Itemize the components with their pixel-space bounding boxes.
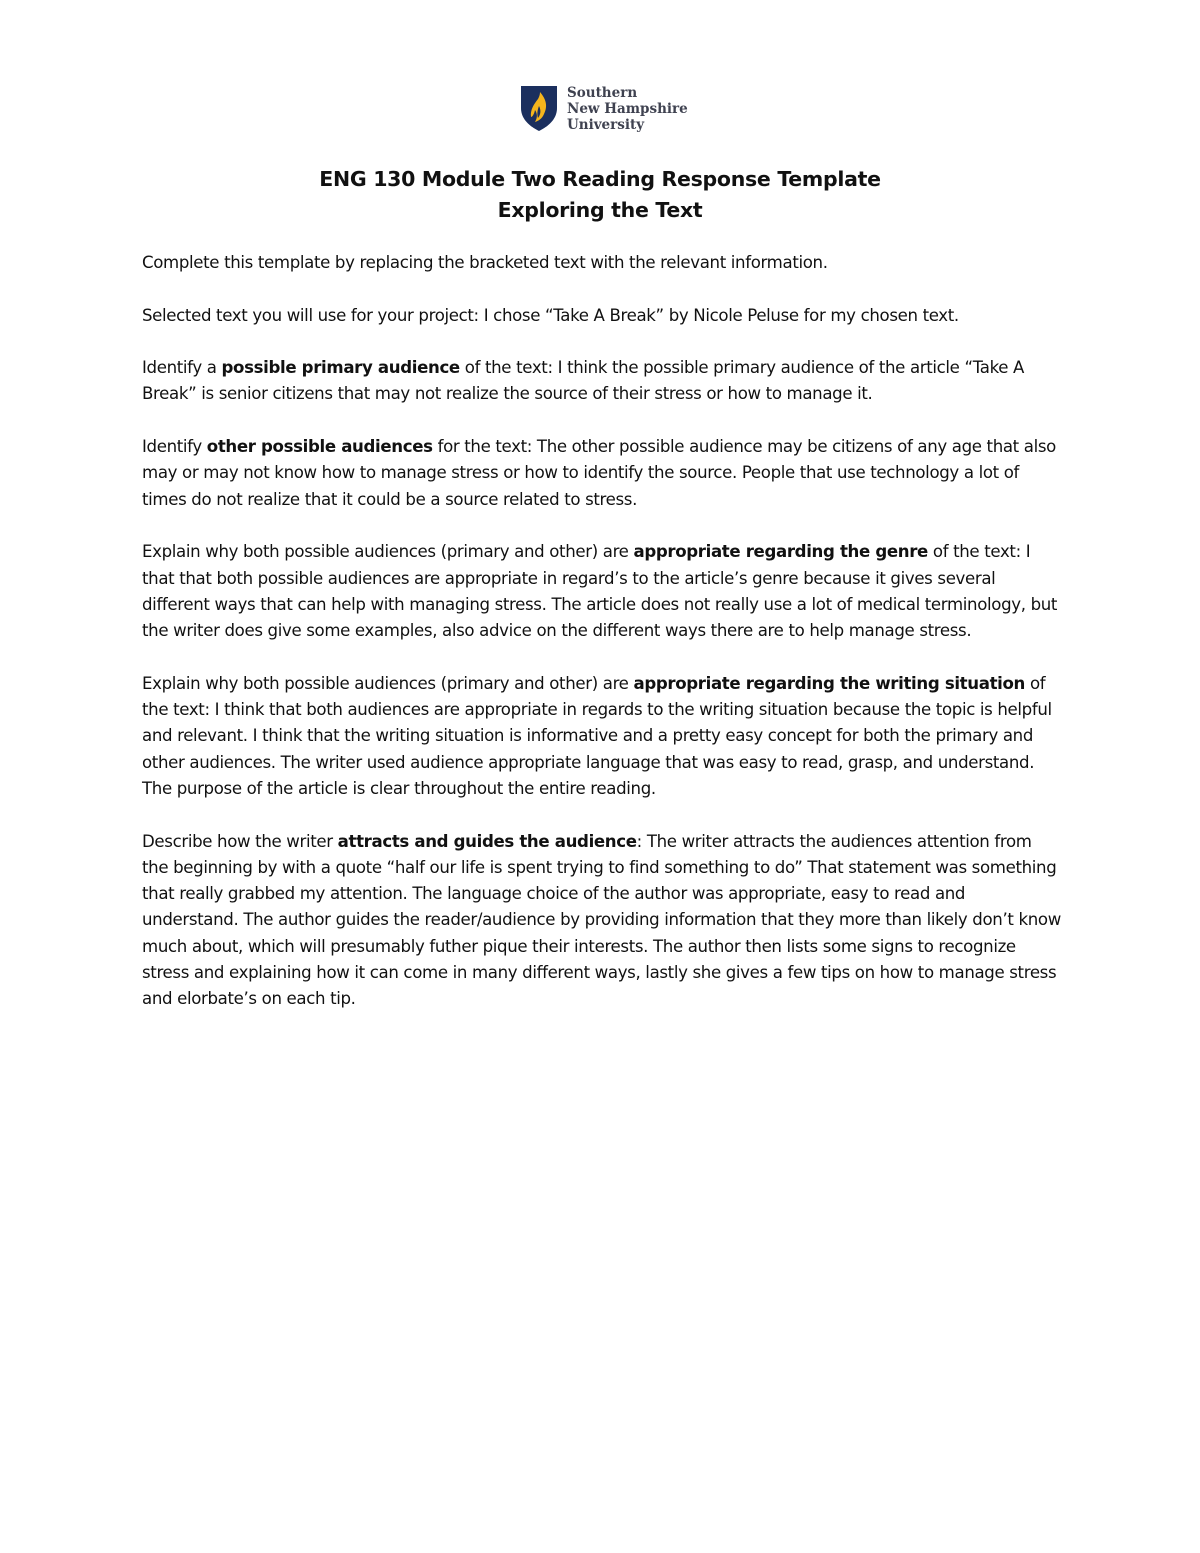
writing-situation-prompt-end: of the text: [142,673,1046,720]
genre-prompt-start: Explain why both possible audiences (primary and other) are [142,542,634,562]
other-audiences-prompt-start: Identify [142,437,207,457]
logo-line-1: Southern [567,85,638,101]
attracts-guides-answer: The writer attracts the audiences attention from the beginning by with a quote “half our life is spent trying to find something to do” That statement was something that really grabbed my attention. The language choice of the author was appropriate, easy to read and understand. The author guides the reader/audience by providing information that they more than likely don’t know much about, which will presumably futher pique their interests. The author then lists some signs to recognize stress and explaining how it can come in many different ways, lastly she gives a few tips on how to manage stress and elorbate’s on each tip. [142,831,1061,1009]
genre-prompt-end: of the text: [927,542,1021,562]
attracts-guides-prompt-start: Describe how the writer [142,831,338,851]
selected-text-section [142,303,1062,329]
writing-situation-section [142,671,1062,802]
document-title: ENG 130 Module Two Reading Response Template [319,167,881,191]
instructions-paragraph: Complete this template by replacing the bracketed text with the relevant information. [142,253,828,272]
shield-flame-icon [519,84,559,132]
writing-situation-prompt-bold: appropriate regarding the writing situation [633,673,1026,693]
document-header [0,164,1200,226]
attracts-guides-prompt-bold: attracts and guides the audience [337,831,637,851]
genre-answer: I that that both possible audiences are appropriate in regard’s to the article’s genre because it gives several different ways that can help with managing stress. The article does not really use a lot of medical terminology, but the writer does give some examples, also advice on the different ways there are to help manage stress. [142,542,1058,641]
genre-prompt-bold: appropriate regarding the genre [633,542,928,562]
logo-line-2: New Hampshire [567,101,688,117]
selected-text-prompt: Selected text you will use for your project: [142,305,479,325]
writing-situation-answer: I think that both audiences are appropriate in regards to the writing situation because the topic is helpful and relevant. I think that the writing situation is informative and a pretty easy concept for both the primary and other audiences. The writer used audience appropriate language that was easy to read, grasp, and understand. The purpose of the article is clear throughout the entire reading. [142,700,1052,798]
primary-audience-prompt-end: of the text: [459,358,553,378]
university-logo [519,84,689,134]
logo-wordmark [567,85,688,133]
logo-line-3: University [567,117,645,133]
primary-audience-prompt-start: Identify a [142,358,222,378]
other-audiences-prompt-bold: other possible audiences [206,437,433,457]
attracts-guides-prompt-end: : [636,831,642,851]
other-audiences-section [142,434,1062,513]
primary-audience-answer: I think the possible primary audience of the article “Take A Break” is senior citizens that may not realize the source of their stress or how to manage it. [142,358,1025,404]
document-subtitle: Exploring the Text [497,198,703,222]
other-audiences-prompt-end: for the text: [432,437,532,457]
document-body [142,250,1062,1039]
selected-text-answer: I chose “Take A Break” by Nicole Peluse for my chosen text. [478,305,959,325]
attracts-guides-section [142,829,1062,1013]
genre-section [142,539,1062,644]
writing-situation-prompt-start: Explain why both possible audiences (primary and other) are [142,673,634,693]
primary-audience-section [142,355,1062,408]
other-audiences-answer: The other possible audience may be citizens of any age that also may or may not know how to manage stress or how to identify the source. People that use technology a lot of times do not realize that it could be a source related to stress. [142,437,1056,509]
primary-audience-prompt-bold: possible primary audience [221,358,460,378]
